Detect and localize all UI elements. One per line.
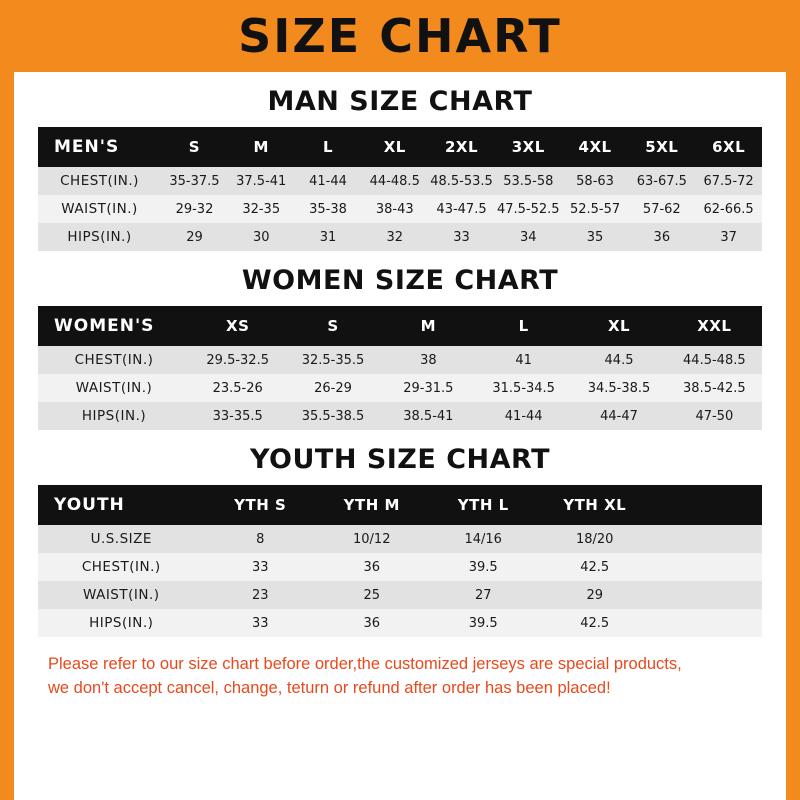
women-col-xxl: XXL <box>667 306 762 346</box>
section-title-youth: YOUTH SIZE CHART <box>249 444 551 475</box>
women-row-label-hips: HIPS(IN.) <box>38 402 190 430</box>
men-waist-4xl: 52.5-57 <box>562 195 629 223</box>
men-waist-3xl: 47.5-52.5 <box>495 195 562 223</box>
men-hips-2xl: 33 <box>428 223 495 251</box>
men-hips-l: 31 <box>295 223 362 251</box>
youth-chest-l: 39.5 <box>427 553 538 581</box>
men-chest-4xl: 58-63 <box>562 167 629 195</box>
women-chest-xxl: 44.5-48.5 <box>667 346 762 374</box>
youth-chest-empty <box>650 553 762 581</box>
women-row-label-waist: WAIST(IN.) <box>38 374 190 402</box>
men-row-label-waist: WAIST(IN.) <box>38 195 161 223</box>
table-row <box>38 374 762 402</box>
women-waist-s: 26-29 <box>285 374 380 402</box>
youth-ussize-m: 10/12 <box>316 525 427 553</box>
men-col-l: L <box>295 127 362 167</box>
men-chest-m: 37.5-41 <box>228 167 295 195</box>
men-hips-4xl: 35 <box>562 223 629 251</box>
youth-row-label-chest: CHEST(IN.) <box>38 553 205 581</box>
women-col-xl: XL <box>571 306 666 346</box>
table-header-row <box>38 127 762 167</box>
men-waist-l: 35-38 <box>295 195 362 223</box>
youth-waist-xl: 29 <box>539 581 650 609</box>
youth-col-m: YTH M <box>316 485 427 525</box>
table-row <box>38 223 762 251</box>
men-hips-5xl: 36 <box>628 223 695 251</box>
women-chest-l: 41 <box>476 346 571 374</box>
table-row <box>38 402 762 430</box>
table-row <box>38 167 762 195</box>
youth-ussize-empty <box>650 525 762 553</box>
women-hips-s: 35.5-38.5 <box>285 402 380 430</box>
men-waist-6xl: 62-66.5 <box>695 195 762 223</box>
table-row <box>38 609 762 637</box>
women-col-xs: XS <box>190 306 285 346</box>
women-chest-xl: 44.5 <box>571 346 666 374</box>
men-chest-5xl: 63-67.5 <box>628 167 695 195</box>
women-size-table <box>38 306 762 430</box>
women-hips-xs: 33-35.5 <box>190 402 285 430</box>
men-hips-6xl: 37 <box>695 223 762 251</box>
women-hips-m: 38.5-41 <box>381 402 476 430</box>
men-size-table <box>38 127 762 251</box>
women-hips-xxl: 47-50 <box>667 402 762 430</box>
table-row <box>38 553 762 581</box>
women-waist-xxl: 38.5-42.5 <box>667 374 762 402</box>
youth-chest-xl: 42.5 <box>539 553 650 581</box>
men-label-head: MEN'S <box>38 127 161 167</box>
youth-row-label-waist: WAIST(IN.) <box>38 581 205 609</box>
youth-row-label-ussize: U.S.SIZE <box>38 525 205 553</box>
men-hips-xl: 32 <box>361 223 428 251</box>
youth-waist-s: 23 <box>205 581 316 609</box>
youth-waist-l: 27 <box>427 581 538 609</box>
youth-hips-empty <box>650 609 762 637</box>
men-chest-l: 41-44 <box>295 167 362 195</box>
table-row <box>38 525 762 553</box>
youth-waist-empty <box>650 581 762 609</box>
youth-hips-m: 36 <box>316 609 427 637</box>
table-row <box>38 581 762 609</box>
youth-col-xl: YTH XL <box>539 485 650 525</box>
youth-ussize-s: 8 <box>205 525 316 553</box>
men-chest-xl: 44-48.5 <box>361 167 428 195</box>
women-hips-xl: 44-47 <box>571 402 666 430</box>
women-row-label-chest: CHEST(IN.) <box>38 346 190 374</box>
men-chest-6xl: 67.5-72 <box>695 167 762 195</box>
youth-waist-m: 25 <box>316 581 427 609</box>
men-hips-m: 30 <box>228 223 295 251</box>
men-chest-2xl: 48.5-53.5 <box>428 167 495 195</box>
men-row-label-chest: CHEST(IN.) <box>38 167 161 195</box>
youth-row-label-hips: HIPS(IN.) <box>38 609 205 637</box>
youth-hips-s: 33 <box>205 609 316 637</box>
men-waist-5xl: 57-62 <box>628 195 695 223</box>
section-title-men: MAN SIZE CHART <box>267 86 533 117</box>
men-hips-3xl: 34 <box>495 223 562 251</box>
women-label-head: WOMEN'S <box>38 306 190 346</box>
youth-hips-xl: 42.5 <box>539 609 650 637</box>
women-chest-xs: 29.5-32.5 <box>190 346 285 374</box>
women-col-l: L <box>476 306 571 346</box>
men-waist-2xl: 43-47.5 <box>428 195 495 223</box>
men-waist-s: 29-32 <box>161 195 228 223</box>
footer-note-line1: Please refer to our size chart before order,the customized jerseys are special products, <box>48 655 682 673</box>
youth-hips-l: 39.5 <box>427 609 538 637</box>
women-col-m: M <box>381 306 476 346</box>
women-waist-l: 31.5-34.5 <box>476 374 571 402</box>
youth-col-l: YTH L <box>427 485 538 525</box>
section-title-women: WOMEN SIZE CHART <box>241 265 559 296</box>
men-waist-xl: 38-43 <box>361 195 428 223</box>
men-col-6xl: 6XL <box>695 127 762 167</box>
men-col-m: M <box>228 127 295 167</box>
youth-ussize-xl: 18/20 <box>539 525 650 553</box>
youth-size-table <box>38 485 762 637</box>
men-chest-s: 35-37.5 <box>161 167 228 195</box>
women-waist-xs: 23.5-26 <box>190 374 285 402</box>
page-title: SIZE CHART <box>238 9 562 63</box>
chart-content <box>14 86 786 701</box>
women-chest-m: 38 <box>381 346 476 374</box>
men-waist-m: 32-35 <box>228 195 295 223</box>
youth-col-s: YTH S <box>205 485 316 525</box>
youth-chest-m: 36 <box>316 553 427 581</box>
women-col-s: S <box>285 306 380 346</box>
men-col-5xl: 5XL <box>628 127 695 167</box>
youth-ussize-l: 14/16 <box>427 525 538 553</box>
table-row <box>38 346 762 374</box>
table-header-row <box>38 485 762 525</box>
women-hips-l: 41-44 <box>476 402 571 430</box>
youth-label-head: YOUTH <box>38 485 205 525</box>
men-chest-3xl: 53.5-58 <box>495 167 562 195</box>
table-header-row <box>38 306 762 346</box>
youth-chest-s: 33 <box>205 553 316 581</box>
men-col-2xl: 2XL <box>428 127 495 167</box>
men-col-3xl: 3XL <box>495 127 562 167</box>
men-col-xl: XL <box>361 127 428 167</box>
header-banner <box>0 0 800 72</box>
footer-note <box>38 653 762 701</box>
men-col-s: S <box>161 127 228 167</box>
men-hips-s: 29 <box>161 223 228 251</box>
women-chest-s: 32.5-35.5 <box>285 346 380 374</box>
footer-note-line2: we don't accept cancel, change, teturn or refund after order has been placed! <box>48 678 611 697</box>
women-waist-xl: 34.5-38.5 <box>571 374 666 402</box>
women-waist-m: 29-31.5 <box>381 374 476 402</box>
youth-col-empty <box>650 485 762 525</box>
men-col-4xl: 4XL <box>562 127 629 167</box>
men-row-label-hips: HIPS(IN.) <box>38 223 161 251</box>
table-row <box>38 195 762 223</box>
